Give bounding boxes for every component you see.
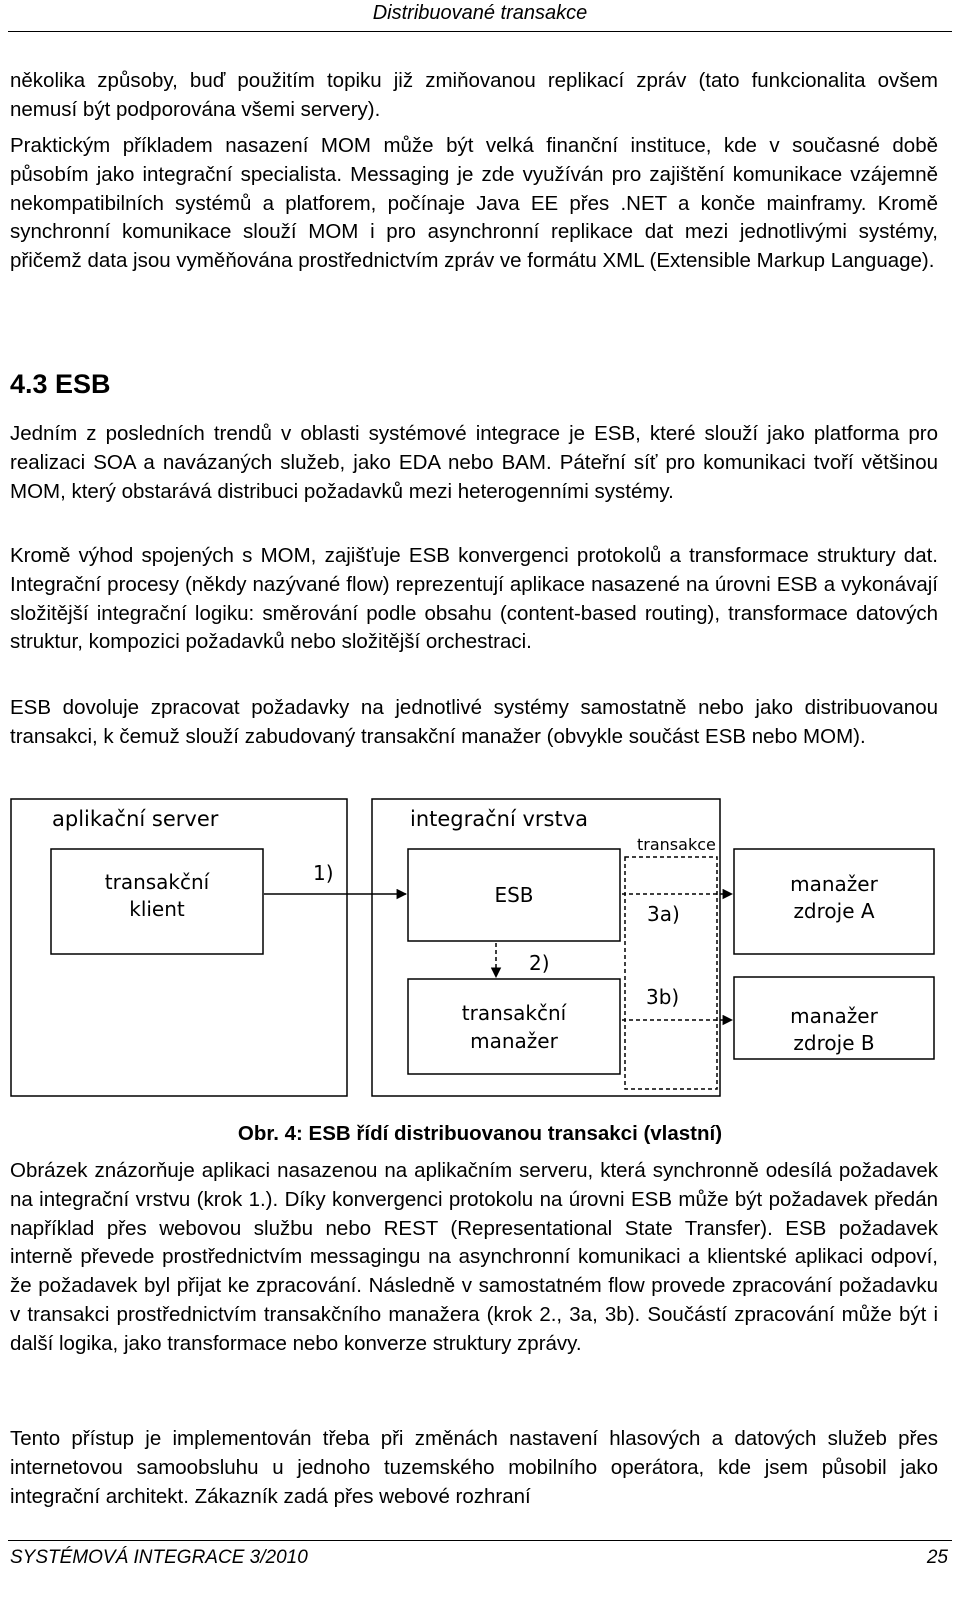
paragraph-figure-description: Obrázek znázorňuje aplikaci nasazenou na aplikačním serveru, která synchronně odesílá požadavek na integrační vrstvu (krok 1.). Díky konvergenci protokolu na úrovni ESB může být požadavek předán například přes webovou službu nebo REST (Representational State Transfer). ESB požadavek interně převede prostřednictvím messagingu na asynchronní komunikaci a klientské aplikaci odpoví, že požadavek byl přijat ke zpracování. Následně v samostatném flow provede zpracování požadavku v transakci prostřednictvím transakčního manažera (krok 2., 3a, 3b). Součástí zpracování může být i další logika, jako transformace nebo konverze struktury zprávy.	[10, 1159, 938, 1355]
app-server-label: aplikační server	[52, 807, 219, 831]
footer-divider	[8, 1540, 952, 1541]
running-header: Distribuované transakce	[372, 2, 588, 24]
step3b-label: 3b)	[646, 985, 680, 1009]
step2-label: 2)	[529, 951, 550, 975]
paragraph-esb-benefits: Kromě výhod spojených s MOM, zajišťuje ESB konvergenci protokolů a transformace struktury dat. Integrační procesy (někdy nazývané flow) reprezentují aplikace nasazené na úrovni ESB a vykonávají složitější integrační logiku: směrování podle obsahu (content-based routing), transformace datových struktur, kompozici požadavků nebo složitější orchestraci.	[10, 544, 938, 654]
paragraph-replication: několika způsoby, buď použitím topiku již zmiňovanou replikací zpráv (tato funkcionalita ovšem nemusí být podporována všemi servery).	[10, 69, 938, 121]
header-divider	[8, 31, 952, 32]
integration-layer-label: integrační vrstva	[410, 807, 589, 831]
paragraph-mom-example: Praktickým příkladem nasazení MOM může být velká finanční instituce, kde v současné době působím jako integrační specialista. Messaging je zde využíván pro zajištění komunikace vzájemně nekompatibilních systémů a platforem, počínaje Java EE přes .NET a konče mainframy. Kromě synchronní komunikace slouží MOM i pro asynchronní replikace dat mezi jednotlivými systémy, přičemž data jsou vyměňována prostřednictvím zpráv ve formátu XML (Extensible Markup Language).	[10, 134, 938, 273]
transaction-manager-box	[408, 979, 620, 1074]
tm-label-line2: manažer	[470, 1029, 558, 1053]
step3a-label: 3a)	[647, 902, 680, 926]
section-heading: 4.3 ESB	[10, 369, 111, 399]
paragraph-esb-transactions: ESB dovoluje zpracovat požadavky na jednotlivé systémy samostatně nebo jako distribuovanou transakci, k čemuž slouží zabudovaný transakční manažer (obvykle součást ESB nebo MOM).	[10, 696, 938, 748]
esb-label: ESB	[494, 883, 534, 907]
paragraph-esb-trend: Jedním z posledních trendů v oblasti systémové integrace je ESB, které slouží jako platforma pro realizaci SOA a navázaných služeb, jako EDA nebo BAM. Páteřní síť pro komunikaci tvoří většinou MOM, který obstarává distribuci požadavků mezi heterogenními systémy.	[10, 422, 938, 503]
esb-transaction-diagram	[10, 794, 942, 1100]
figure-caption: Obr. 4: ESB řídí distribuovanou transakci (vlastní)	[237, 1122, 723, 1145]
rmb-label-line1: manažer	[790, 1004, 878, 1028]
rma-label-line2: zdroje A	[793, 899, 875, 923]
footer-journal: SYSTÉMOVÁ INTEGRACE 3/2010	[10, 1547, 308, 1568]
client-label-line1: transakční	[104, 870, 210, 894]
transaction-label: transakce	[637, 835, 716, 854]
rma-label-line1: manažer	[790, 872, 878, 896]
rmb-label-line2: zdroje B	[793, 1031, 875, 1055]
page-number: 25	[926, 1547, 948, 1568]
paragraph-implementation: Tento přístup je implementován třeba při změnách nastavení hlasových a datových služeb přes internetovou samoobsluhu u jednoho tuzemského mobilního operátora, kde jsem působil jako integrační architekt. Zákazník zadá přes webové rozhraní	[10, 1427, 938, 1508]
step1-label: 1)	[313, 861, 334, 885]
tm-label-line1: transakční	[461, 1001, 567, 1025]
client-label-line2: klient	[129, 897, 185, 921]
